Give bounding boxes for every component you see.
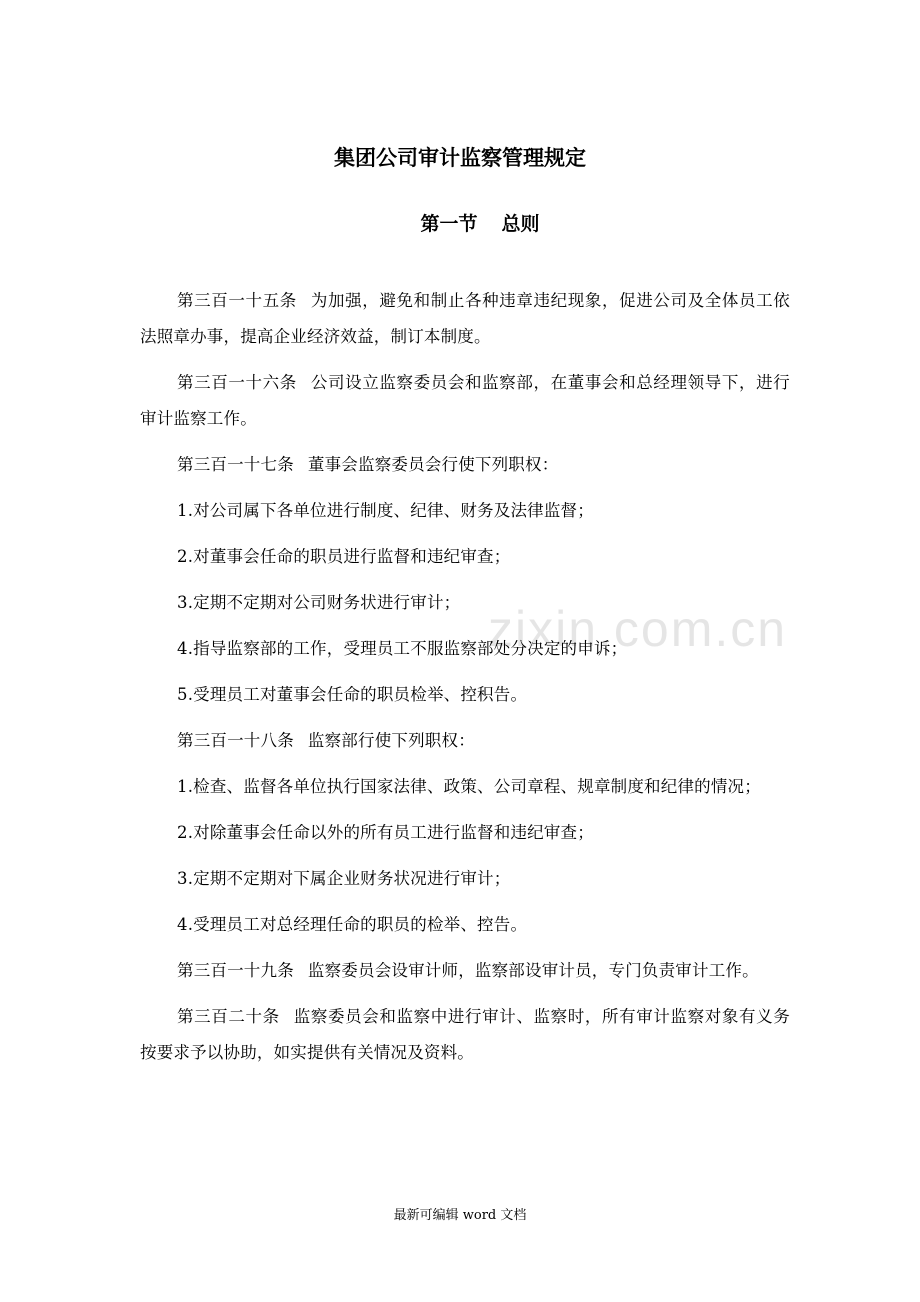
paragraph bbox=[140, 447, 790, 483]
paragraph-text: 3.定期不定期对下属企业财务状况进行审计； bbox=[177, 869, 511, 888]
section-name: 总则 bbox=[501, 213, 540, 235]
paragraph-text: 4.受理员工对总经理任命的职员的检举、控告。 bbox=[177, 915, 528, 934]
paragraph bbox=[140, 283, 790, 355]
list-item bbox=[140, 677, 790, 713]
paragraph bbox=[140, 953, 790, 989]
list-item bbox=[140, 815, 790, 851]
list-item bbox=[140, 861, 790, 897]
article-number: 第三百一十七条 bbox=[177, 455, 294, 474]
paragraph-text: 监察委员会和监察中进行审计、监察时，所有审计监察对象有义务按要求予以协助，如实提供有关情况及资料。 bbox=[140, 1007, 790, 1062]
section-number: 第一节 bbox=[420, 213, 478, 235]
page-footer: 最新可编辑 word 文档 bbox=[393, 1208, 527, 1223]
document-title: 集团公司审计监察管理规定 bbox=[334, 146, 586, 170]
paragraph-text: 2.对除董事会任命以外的所有员工进行监督和违纪审查； bbox=[177, 823, 594, 842]
list-item bbox=[140, 539, 790, 575]
paragraph-text: 2.对董事会任命的职员进行监督和违纪审查； bbox=[177, 547, 511, 566]
paragraph-text: 董事会监察委员会行使下列职权： bbox=[307, 455, 559, 474]
article-number: 第三百一十五条 bbox=[177, 291, 297, 310]
paragraph-text: 公司设立监察委员会和监察部，在董事会和总经理领导下，进行审计监察工作。 bbox=[140, 373, 790, 428]
paragraph-text: 1.检查、监督各单位执行国家法律、政策、公司章程、规章制度和纪律的情况； bbox=[177, 777, 761, 796]
document-body bbox=[140, 283, 790, 1081]
article-number: 第三百二十条 bbox=[177, 1007, 280, 1026]
list-item bbox=[140, 769, 790, 805]
watermark: zixin.com.cn bbox=[488, 601, 788, 657]
article-number: 第三百一十九条 bbox=[177, 961, 294, 980]
article-number: 第三百一十六条 bbox=[177, 373, 297, 392]
paragraph-text: 5.受理员工对董事会任命的职员检举、控积告。 bbox=[177, 685, 528, 704]
paragraph bbox=[140, 999, 790, 1071]
paragraph-text: 监察部行使下列职权： bbox=[307, 731, 475, 750]
paragraph bbox=[140, 365, 790, 437]
paragraph-text: 4.指导监察部的工作，受理员工不服监察部处分决定的申诉； bbox=[177, 639, 628, 658]
list-item bbox=[140, 907, 790, 943]
paragraph-text: 3.定期不定期对公司财务状进行审计； bbox=[177, 593, 461, 612]
paragraph-text: 1.对公司属下各单位进行制度、纪律、财务及法律监督； bbox=[177, 501, 594, 520]
paragraph bbox=[140, 723, 790, 759]
paragraph-text: 为加强，避免和制止各种违章违纪现象，促进公司及全体员工依法照章办事，提高企业经济效益，制订本制度。 bbox=[140, 291, 790, 346]
paragraph-text: 监察委员会设审计师，监察部设审计员，专门负责审计工作。 bbox=[307, 961, 759, 980]
section-heading bbox=[0, 207, 920, 241]
list-item bbox=[140, 493, 790, 529]
article-number: 第三百一十八条 bbox=[177, 731, 294, 750]
